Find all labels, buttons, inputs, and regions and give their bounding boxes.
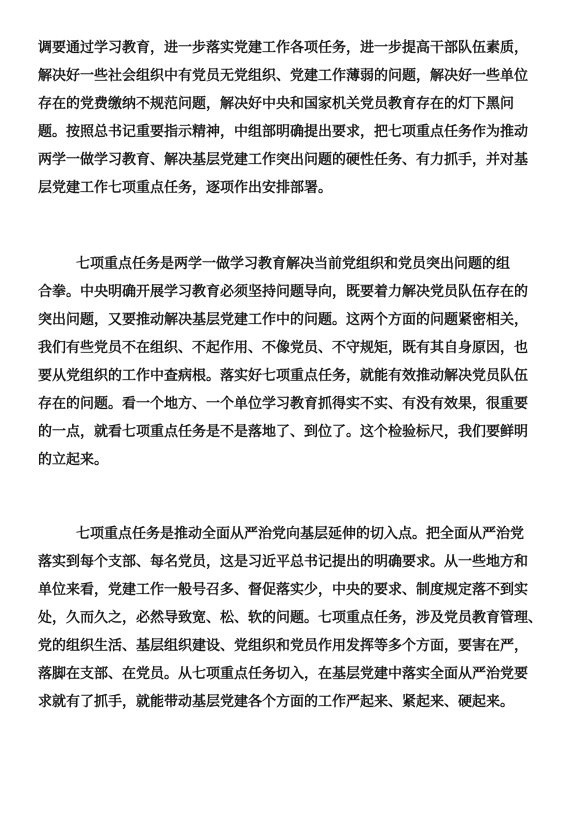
text-line: 求就有了抓手，就能带动基层党建各个方面的工作严起来、紧起来、硬起来。 [38,694,514,710]
text-line: 落脚在支部、在党员。从七项重点任务切入，在基层党建中落实全面从严治党要 [38,666,528,682]
text-line: 两学一做学习教育、解决基层党建工作突出问题的硬性任务、有力抓手，并对基 [38,152,528,168]
text-line-first: 七项重点任务是推动全面从严治党向基层延伸的切入点。把全面从严治党 [76,526,524,542]
text-line: 的一点，就看七项重点任务是不是落地了、到位了。这个检验标尺，我们要鲜明 [38,424,528,440]
text-line: 存在的党费缴纳不规范问题，解决好中央和国家机关党员教育存在的灯下黑问 [38,96,514,112]
text-line: 的立起来。 [38,452,108,468]
text-line: 单位来看，党建工作一般号召多、督促落实少，中央的要求、制度规定落不到实 [38,582,528,598]
text-line: 落实到每个支部、每名党员，这是习近平总书记提出的明确要求。从一些地方和 [38,554,528,570]
text-line: 合拳。中央明确开展学习教育必须坚持问题导向，既要着力解决党员队伍存在的 [38,284,528,300]
text-line: 要从党组织的工作中查病根。落实好七项重点任务，就能有效推动解决党员队伍 [38,368,528,384]
text-line: 题。按照总书记重要指示精神，中组部明确提出要求，把七项重点任务作为推动 [38,124,528,140]
text-line: 解决好一些社会组织中有党员无党组织、党建工作薄弱的问题，解决好一些单位 [38,68,528,84]
text-line: 突出问题，又要推动解决基层党建工作中的问题。这两个方面的问题紧密相关， [38,312,528,328]
text-line: 我们有些党员不在组织、不起作用、不像党员、不守规矩，既有其自身原因，也 [38,340,528,356]
text-line: 层党建工作七项重点任务，逐项作出安排部署。 [38,180,332,196]
paragraph-3 [38,520,548,716]
paragraph-2 [38,250,548,474]
paragraph-1 [38,34,548,202]
text-line: 调要通过学习教育，进一步落实党建工作各项任务，进一步提高干部队伍素质， [38,40,528,56]
text-line: 党的组织生活、基层组织建设、党组织和党员作用发挥等多个方面，要害在严， [38,638,528,654]
text-line-first: 七项重点任务是两学一做学习教育解决当前党组织和党员突出问题的组 [76,256,510,272]
text-line: 处，久而久之，必然导致宽、松、软的问题。七项重点任务，涉及党员教育管理、 [38,610,542,626]
text-line: 存在的问题。看一个地方、一个单位学习教育抓得实不实、有没有效果，很重要 [38,396,528,412]
